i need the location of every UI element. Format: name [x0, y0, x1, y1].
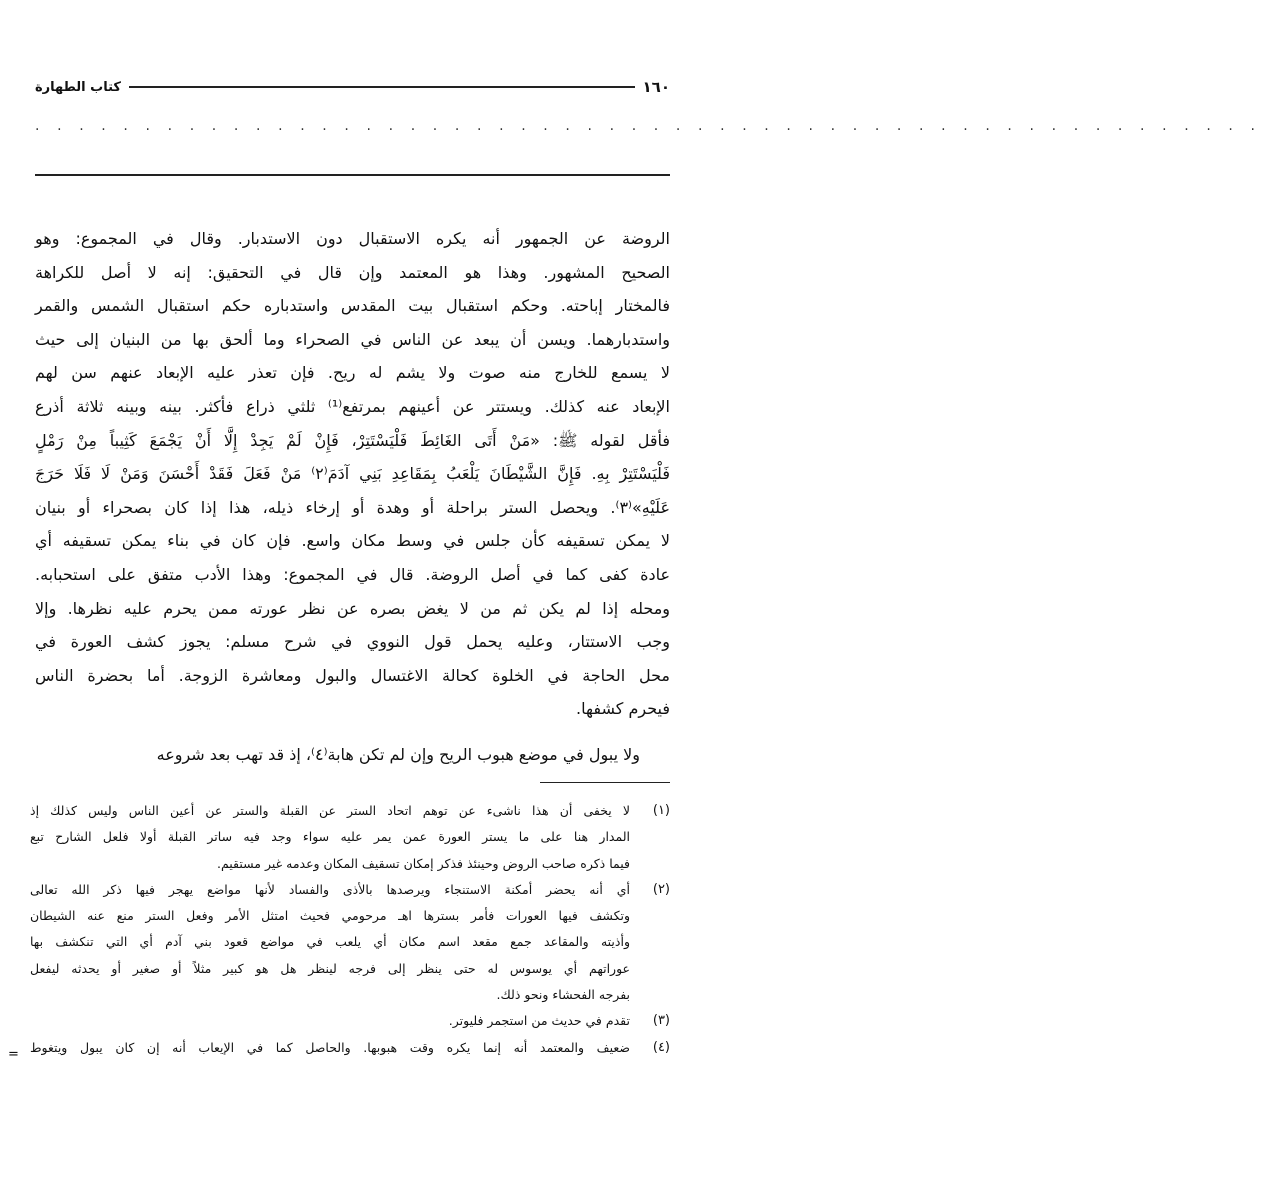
text-line: لا يمكن تسقيفه كأن جلس في وسط مكان واسع. فإن كان في بناء يمكن تسقيفه أي [35, 531, 670, 551]
text-line: عادة كفى كما في أصل الروضة. قال في المجموع: وهذا الأدب متفق على استحبابه. [35, 564, 670, 584]
footnote-line: أي أنه يحضر أمكنة الاستنجاء ويرصدها بالأذى والفساد لأنها مواضع يهجر فيها ذكر الله تعالى [30, 881, 630, 897]
footnote-number: (٣) [652, 1013, 670, 1029]
footnote-line: وأذيته والمقاعد جمع مقعد اسم مكان أي يلعب في مواضع قعود بني آدم أي التي تنكشف بها [30, 934, 630, 950]
footnote-line: لا يخفى أن هذا ناشىء عن توهم اتحاد الستر عن القبلة والستر عن أعين الناس وليس كذلك إذ [30, 803, 630, 818]
text-line: عَلَيْهِ»⁽٣⁾. ويحصل الستر براحلة أو وهدة أو إرخاء ذيله، هذا إذا كان بصحراء أو بنيان [35, 497, 670, 517]
footnote-line: عوراتهم أي يوسوس له حتى ينظر إلى فرجه لينظر هل هو كبير مثلاً أو صغير أو يحدثه ليفعل [30, 960, 630, 976]
text-line: واستدبارهما. ويسن أن يبعد عن الناس في الصحراء وما ألحق بها من البنيان إلى حيث [35, 329, 670, 349]
section-rule [35, 174, 670, 176]
text-line: الإبعاد عنه كذلك. ويستتر عن أعينهم بمرتفع⁽¹⁾ ثلثي ذراع فأكثر. بينه وبينه ثلاثة أذرع [35, 396, 670, 416]
footnote-line: وتكشف فيها العورات فأمر بسترها اهـ مرحومي فحيث امتثل الأمر وفعل الستر منع عنه الشيطان [30, 908, 630, 924]
footnote [30, 1035, 670, 1061]
omission-dots: . . . . . . . . . . . . . . . . . . . . . . . . . . . . . . . . . . . . . . . . . . . . . . . . . . . . . . . . [35, 118, 1262, 134]
footnote-line: ضعيف والمعتمد أنه إنما يكره وقت هبوبها. والحاصل كما في الإيعاب أنه إن كان يبول ويتغوط [30, 1039, 630, 1055]
continuation-mark: = [8, 1047, 19, 1062]
text-line: ومحله إذا لم يكن ثم من لا يغض بصره عن نظر عورته ممن يحرم عليه نظرها. وإلا [35, 598, 670, 618]
footnote-rule [540, 782, 670, 783]
text-line: الصحيح المشهور. وهذا هو المعتمد وإن قال في التحقيق: إنه لا أصل للكراهة [35, 262, 670, 282]
text-line: وجب الاستتار، وعليه يحمل قول النووي في شرح مسلم: يجوز كشف العورة في [35, 632, 670, 652]
text-line: ولا يبول في موضع هبوب الريح وإن لم تكن هابة⁽٤⁾، إذ قد تهب بعد شروعه [156, 745, 640, 764]
footnote-line: فيما ذكره صاحب الروض وحينئذ فذكر إمكان تسقيف المكان وعدمه غير مستقيم. [216, 855, 630, 871]
running-title: كتاب الطهارة [35, 79, 121, 95]
text-line: فَلْيَسْتَتِرْ بِهِ. فَإِنَّ الشَّيْطَانَ يَلْعَبُ بِمَقَاعِدِ بَنِي آدَمَ⁽٢⁾ مَنْ فَعَلَ فَقَدْ أَحْسَنَ وَمَنْ لَا فَلَا حَرَجَ [35, 464, 671, 484]
text-line: محل الحاجة في الخلوة كحالة الاغتسال والبول ومعاشرة الزوجة. أما بحضرة الناس [35, 665, 670, 685]
footnote-number: (٤) [652, 1039, 670, 1055]
footnote-line: بفرجه الفحشاء ونحو ذلك. [496, 987, 630, 1003]
footnote-text [30, 877, 630, 1008]
running-header [35, 74, 670, 100]
footnotes [30, 798, 670, 1061]
footnote-text [30, 1035, 630, 1061]
text-line: فيحرم كشفها. [576, 699, 670, 719]
footnote-number: (٢) [652, 881, 670, 897]
footnote-line: تقدم في حديث من استجمر فليوتر. [448, 1013, 630, 1029]
footnote [30, 798, 670, 877]
footnote [30, 877, 670, 1008]
text-line: لا يسمع للخارج منه صوت ولا يشم له ريح. فإن تعذر عليه الإبعاد عنهم سن لهم [35, 363, 670, 383]
footnote-text [30, 1008, 630, 1034]
footnote-number: (١) [652, 803, 670, 818]
text-line: الروضة عن الجمهور أنه يكره الاستقبال دون الاستدبار. وقال في المجموع: وهو [35, 229, 670, 248]
text-line: فأقل لقوله ﷺ: «مَنْ أَتَى الغَائِطَ فَلْيَسْتَتِرْ، فَإِنْ لَمْ يَجِدْ إِلَّا أَنْ يَجْمَعَ كَثِيباً مِنْ رَمْلٍ [35, 430, 670, 450]
header-rule [129, 86, 635, 88]
footnote-text [30, 798, 630, 877]
footnote [30, 1008, 670, 1034]
text-line: فالمختار إباحته. وحكم استقبال بيت المقدس واستدباره حكم استقبال الشمس والقمر [35, 296, 670, 316]
footnote-line: المدار هنا على ما يستر العورة عمن يمر عليه سواء وجد فيه ساتر القبلة أولا فلعل الشارح تبع [30, 829, 630, 845]
main-text [35, 222, 670, 726]
page-number: ١٦٠ [642, 78, 670, 96]
paragraph-2 [35, 738, 670, 772]
